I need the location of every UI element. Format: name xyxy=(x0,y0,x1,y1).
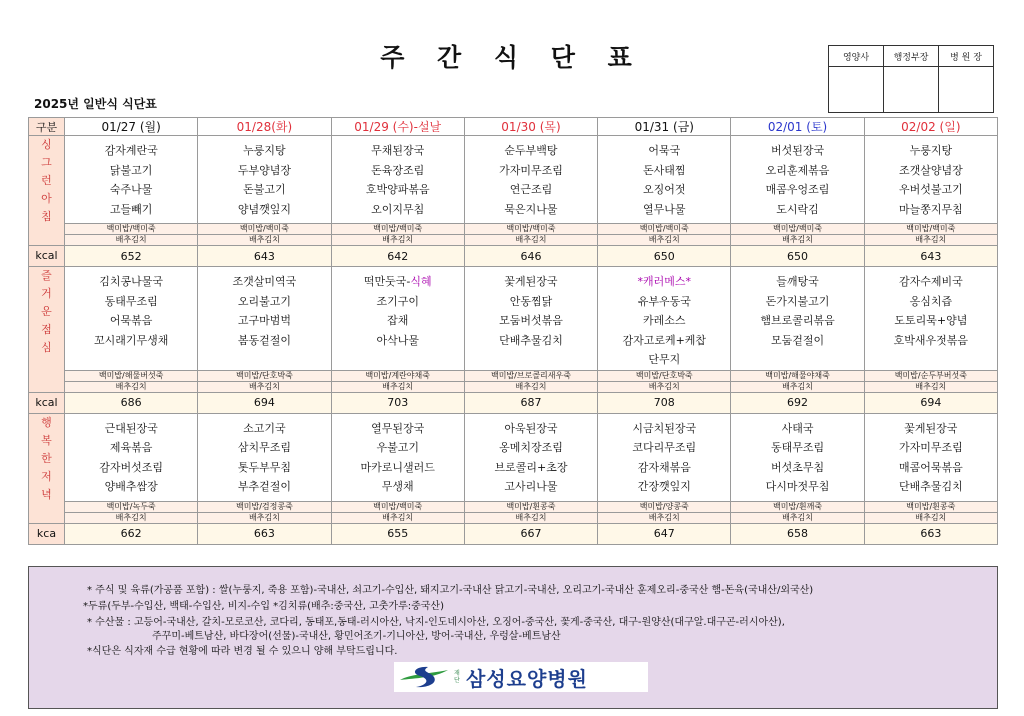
dish-item: 매콤어묵볶음 xyxy=(898,460,963,474)
kimchi-cell: 배추김치 xyxy=(731,381,864,392)
menu-cell xyxy=(731,267,864,371)
dish-item: 옹심치즙 xyxy=(909,294,953,308)
meal-row xyxy=(29,267,998,371)
rice-cell: 백미밥/백미죽 xyxy=(331,501,464,512)
menu-cell xyxy=(331,136,464,224)
dish-item: 김치콩나물국 xyxy=(99,275,164,288)
dish-item: 양배추쌈장 xyxy=(104,480,158,493)
kimchi-cell: 배추김치 xyxy=(331,235,464,246)
dish-item: 열무된장국 xyxy=(371,421,425,435)
dish-item: 호박양파볶음 xyxy=(365,183,430,196)
menu-cell xyxy=(598,413,731,501)
kimchi-cell: 배추김치 xyxy=(598,381,731,392)
kimchi-cell: 배추김치 xyxy=(198,512,331,523)
dish-item: 우버섯불고기 xyxy=(898,183,963,196)
menu-cell xyxy=(864,267,997,371)
dish-item: 꽃게된장국 xyxy=(904,421,958,435)
day-header: 01/31 (금) xyxy=(598,118,731,136)
note-line: *두류(두부-수입산, 백태-수입산, 비지-수입 *김치류(배추:중국산, 고춧가루:중국산) xyxy=(83,601,444,612)
kimchi-cell: 배추김치 xyxy=(464,512,597,523)
dish-item: 코다리무조림 xyxy=(632,441,697,454)
day-header: 01/27 (월) xyxy=(65,118,198,136)
logo-name: 삼성요양병원 xyxy=(466,666,588,691)
dish-item: 버섯초무침 xyxy=(770,460,825,474)
rice-cell: 백미밥/녹두죽 xyxy=(65,501,198,512)
rice-cell: 백미밥/백미죽 xyxy=(864,224,997,235)
dish-item: 꽃게된장국 xyxy=(504,275,558,288)
menu-subtitle: 2025년 일반식 식단표 xyxy=(34,97,157,111)
dish-item: 동태무조림 xyxy=(104,294,158,308)
meal-row xyxy=(29,413,998,501)
dish-item: 무생채 xyxy=(381,480,414,493)
kimchi-cell: 배추김치 xyxy=(331,512,464,523)
approval-director: 병 원 장 xyxy=(939,46,994,67)
dish-item: 카레소스 xyxy=(643,314,686,327)
dish-item: *캐러메스* xyxy=(637,275,692,288)
rice-cell: 백미밥/백미죽 xyxy=(598,224,731,235)
dish-item: 우불고기 xyxy=(376,441,419,454)
kcal-value: 646 xyxy=(464,246,597,267)
dish-item: 돈불고기 xyxy=(243,183,286,196)
kimchi-cell: 배추김치 xyxy=(331,381,464,392)
dish-item: 오리훈제볶음 xyxy=(765,163,830,177)
menu-cell xyxy=(198,413,331,501)
dish-item: 순두부백탕 xyxy=(504,144,558,157)
rice-cell: 백미밥/흰콩죽 xyxy=(864,501,997,512)
dish-item: 조갯살양념장 xyxy=(898,163,963,177)
rice-row xyxy=(29,501,998,512)
menu-cell xyxy=(331,413,464,501)
kcal-label: kcal xyxy=(29,392,65,413)
dish-item: 조기구이 xyxy=(376,294,419,308)
dish-item: 삼치무조림 xyxy=(237,441,291,454)
rice-cell: 백미밥/백미죽 xyxy=(65,224,198,235)
kimchi-cell: 배추김치 xyxy=(464,381,597,392)
kimchi-row xyxy=(29,512,998,523)
dish-item: 감자수제비국 xyxy=(898,275,963,288)
rice-cell: 백미밥/단호박죽 xyxy=(598,370,731,381)
dish-item: 유부우동국 xyxy=(637,294,691,308)
dish-item: 잡채 xyxy=(387,314,409,327)
menu-cell xyxy=(598,136,731,224)
dish-item: 다시마젓무침 xyxy=(765,480,830,493)
menu-cell xyxy=(731,136,864,224)
dish-item: 도시락김 xyxy=(776,202,819,216)
kcal-value: 658 xyxy=(731,523,864,544)
weekly-menu-table xyxy=(28,117,998,545)
dish-item: 봄동겉절이 xyxy=(237,333,291,347)
dish-item: 누룽지탕 xyxy=(243,144,286,157)
dish-item: 어묵국 xyxy=(648,144,681,157)
logo-small-text: 재단 xyxy=(454,670,460,684)
dish-item: 열무나물 xyxy=(643,202,686,216)
kimchi-cell: 배추김치 xyxy=(198,381,331,392)
kcal-value: 652 xyxy=(65,246,198,267)
dish-item: 닭불고기 xyxy=(109,163,153,177)
rice-cell: 백미밥/단호박죽 xyxy=(198,370,331,381)
dish-item: 사태국 xyxy=(781,421,814,435)
dish-item: 가자미무조림 xyxy=(499,163,563,177)
kcal-value: 663 xyxy=(864,523,997,544)
rice-cell: 백미밥/흰깨죽 xyxy=(731,501,864,512)
kcal-value: 686 xyxy=(65,392,198,413)
rice-cell: 백미밥/양콩죽 xyxy=(598,501,731,512)
kimchi-cell: 배추김치 xyxy=(731,512,864,523)
menu-cell xyxy=(65,267,198,371)
kcal-value: 662 xyxy=(65,523,198,544)
kcal-value: 694 xyxy=(198,392,331,413)
note-line: * 수산물 : 고등어-국내산, 갈치-모로코산, 코다리, 동태포,동태-러시아산, 낙지-인도네시아산, 오징어-중국산, 꽃게-중국산, 대구-원양산(대구알.대구곤-러시아산), xyxy=(87,617,785,628)
menu-cell xyxy=(331,267,464,371)
dish-item: 매콤우엉조림 xyxy=(765,183,830,196)
kcal-label: kca xyxy=(29,523,65,544)
dish-item: 연근조림 xyxy=(509,183,553,196)
kimchi-row xyxy=(29,235,998,246)
rice-cell: 백미밥/계란야채죽 xyxy=(331,370,464,381)
kcal-label: kcal xyxy=(29,246,65,267)
dish-item: 옹메치장조림 xyxy=(499,441,563,454)
meal-label: 싱 그 런 아 침 xyxy=(29,136,65,246)
day-header: 01/29 (수)-설날 xyxy=(331,118,464,136)
dish-item: 호박새우젓볶음 xyxy=(893,333,969,347)
dish-item: 간장깻잎지 xyxy=(637,480,691,493)
dish-item: 햄브로콜리볶음 xyxy=(760,314,835,327)
kimchi-cell: 배추김치 xyxy=(598,512,731,523)
approval-sign-cell xyxy=(884,67,939,113)
note-line: 주꾸미-베트남산, 바다장어(선물)-국내산, 황민어조기-기니아산, 방어-국내산, 우렁살-베트남산 xyxy=(152,631,561,642)
dish-item: 떡만둣국-식혜 xyxy=(363,275,432,288)
dish-item: 오리불고기 xyxy=(237,294,291,308)
kcal-value: 655 xyxy=(331,523,464,544)
dish-item: 꼬시래기무생채 xyxy=(93,333,169,347)
dish-item: 누룽지탕 xyxy=(909,144,953,157)
rice-cell: 백미밥/검정콩죽 xyxy=(198,501,331,512)
menu-cell xyxy=(65,413,198,501)
rice-cell: 백미밥/해물야채죽 xyxy=(731,370,864,381)
kcal-value: 667 xyxy=(464,523,597,544)
dish-item: 안동찜닭 xyxy=(509,294,553,308)
kimchi-cell: 배추김치 xyxy=(731,235,864,246)
day-header: 01/30 (목) xyxy=(464,118,597,136)
kimchi-cell: 배추김치 xyxy=(65,512,198,523)
kcal-row xyxy=(29,523,998,544)
kcal-value: 650 xyxy=(598,246,731,267)
rice-cell: 백미밥/브로콜리새우죽 xyxy=(464,370,597,381)
header-row xyxy=(29,118,998,136)
dish-item: 부추겉절이 xyxy=(237,480,291,493)
dish-item: 모둠버섯볶음 xyxy=(499,314,563,327)
dish-item: 동태무조림 xyxy=(770,441,825,454)
dish-item: 모둠겉절이 xyxy=(770,333,825,347)
menu-cell xyxy=(731,413,864,501)
kcal-value: 694 xyxy=(864,392,997,413)
dish-item: 묵은지나물 xyxy=(504,202,558,216)
dish-item: 단배추물김치 xyxy=(898,480,963,493)
dish-item: 양념깻잎지 xyxy=(237,202,291,216)
kcal-row xyxy=(29,246,998,267)
dish-item: 마늘쫑지무침 xyxy=(898,202,963,216)
dish-item: 브로콜리+초장 xyxy=(494,460,568,474)
kcal-value: 642 xyxy=(331,246,464,267)
approval-admin: 행정부장 xyxy=(884,46,939,67)
kcal-value: 663 xyxy=(198,523,331,544)
kimchi-cell: 배추김치 xyxy=(864,512,997,523)
dish-item: 숙주나물 xyxy=(109,183,153,196)
note-line: * 주식 및 육류(가공품 포함) : 쌀(누룽지, 죽용 포함)-국내산, 쇠고기-수입산, 돼지고기-국내산 닭고기-국내산, 오리고기-국내산 훈제오리-중국산 햄-돈육(국내산/외국산) xyxy=(87,585,814,596)
dish-item: 고구마범벅 xyxy=(237,314,291,327)
dish-item: 가자미무조림 xyxy=(898,441,963,454)
kimchi-cell: 배추김치 xyxy=(864,235,997,246)
hospital-logo xyxy=(394,662,648,692)
meal-label: 즐 거 운 점 심 xyxy=(29,267,65,393)
dish-item: 소고기국 xyxy=(243,421,286,435)
kimchi-cell: 배추김치 xyxy=(65,381,198,392)
dish-item: 조갯살미역국 xyxy=(232,275,297,288)
dish-item: 돈가지불고기 xyxy=(765,294,830,308)
day-header: 01/28(화) xyxy=(198,118,331,136)
kimchi-cell: 배추김치 xyxy=(464,235,597,246)
day-header: 02/02 (일) xyxy=(864,118,997,136)
day-header: 02/01 (토) xyxy=(731,118,864,136)
rice-cell: 백미밥/해물버섯죽 xyxy=(65,370,198,381)
kcal-value: 708 xyxy=(598,392,731,413)
kimchi-cell: 배추김치 xyxy=(864,381,997,392)
dish-item: 돈사태찜 xyxy=(643,163,686,177)
dish-item: 감자버섯조림 xyxy=(99,460,164,474)
kcal-value: 647 xyxy=(598,523,731,544)
rice-cell: 백미밥/백미죽 xyxy=(731,224,864,235)
dish-item: 감자계란국 xyxy=(104,144,158,157)
menu-cell xyxy=(198,136,331,224)
kcal-value: 692 xyxy=(731,392,864,413)
dish-item: 무채된장국 xyxy=(371,144,425,157)
dish-item: 근대된장국 xyxy=(104,421,158,435)
kcal-value: 687 xyxy=(464,392,597,413)
rice-cell: 백미밥/백미죽 xyxy=(198,224,331,235)
dish-item: 아삭나물 xyxy=(376,333,419,347)
menu-cell xyxy=(598,267,731,371)
kcal-row xyxy=(29,392,998,413)
meal-label: 행 복 한 저 녁 xyxy=(29,413,65,523)
kimchi-cell: 배추김치 xyxy=(65,235,198,246)
rice-cell: 백미밥/백미죽 xyxy=(464,224,597,235)
kcal-value: 643 xyxy=(864,246,997,267)
dish-item: 오이지무침 xyxy=(371,202,425,216)
dish-item: 두부양념장 xyxy=(237,163,291,177)
dish-item: 고들빼기 xyxy=(109,202,153,216)
dish-item: 감자채볶음 xyxy=(637,460,691,474)
kcal-value: 643 xyxy=(198,246,331,267)
dish-item: 마카로니샐러드 xyxy=(360,460,435,474)
dish-item: 어묵볶음 xyxy=(109,314,153,327)
menu-cell xyxy=(864,136,997,224)
logo-emblem-icon xyxy=(398,664,450,690)
page-title: 주 간 식 단 표 xyxy=(380,43,644,72)
dish-item: 들깨탕국 xyxy=(776,275,819,288)
dish-item: 제육볶음 xyxy=(109,441,153,454)
rice-cell: 백미밥/순두부버섯죽 xyxy=(864,370,997,381)
kimchi-row xyxy=(29,381,998,392)
kimchi-cell: 배추김치 xyxy=(598,235,731,246)
menu-cell xyxy=(198,267,331,371)
dish-item: 시금치된장국 xyxy=(632,421,697,435)
menu-cell xyxy=(65,136,198,224)
approval-sign-cell xyxy=(939,67,994,113)
meal-row xyxy=(29,136,998,224)
dish-item: 고사리나물 xyxy=(504,480,558,493)
dish-item: 오징어젓 xyxy=(643,183,686,196)
approval-dietitian: 영양사 xyxy=(829,46,884,67)
rice-cell: 백미밥/흰콩죽 xyxy=(464,501,597,512)
kcal-value: 703 xyxy=(331,392,464,413)
rice-cell: 백미밥/백미죽 xyxy=(331,224,464,235)
dish-item: 톳두부무침 xyxy=(237,460,291,474)
approval-box xyxy=(828,45,994,113)
dish-item: 단배추물김치 xyxy=(499,333,563,347)
approval-sign-cell xyxy=(829,67,884,113)
header-label: 구분 xyxy=(29,118,65,136)
menu-cell xyxy=(464,413,597,501)
menu-cell xyxy=(464,267,597,371)
kimchi-cell: 배추김치 xyxy=(198,235,331,246)
menu-cell xyxy=(864,413,997,501)
dish-item: 도토리묵+양념 xyxy=(894,314,968,327)
note-line: *식단은 식자재 수급 현황에 따라 변경 될 수 있으니 양해 부탁드립니다. xyxy=(87,646,398,657)
kcal-value: 650 xyxy=(731,246,864,267)
dish-item: 버섯된장국 xyxy=(770,144,825,157)
dish-item: 감자고로케+케찹 xyxy=(622,333,707,347)
dish-item: 돈육장조림 xyxy=(371,163,425,177)
rice-row xyxy=(29,224,998,235)
dish-item: 단무지 xyxy=(648,353,681,366)
menu-cell xyxy=(464,136,597,224)
dish-item: 아욱된장국 xyxy=(504,421,558,435)
rice-row xyxy=(29,370,998,381)
